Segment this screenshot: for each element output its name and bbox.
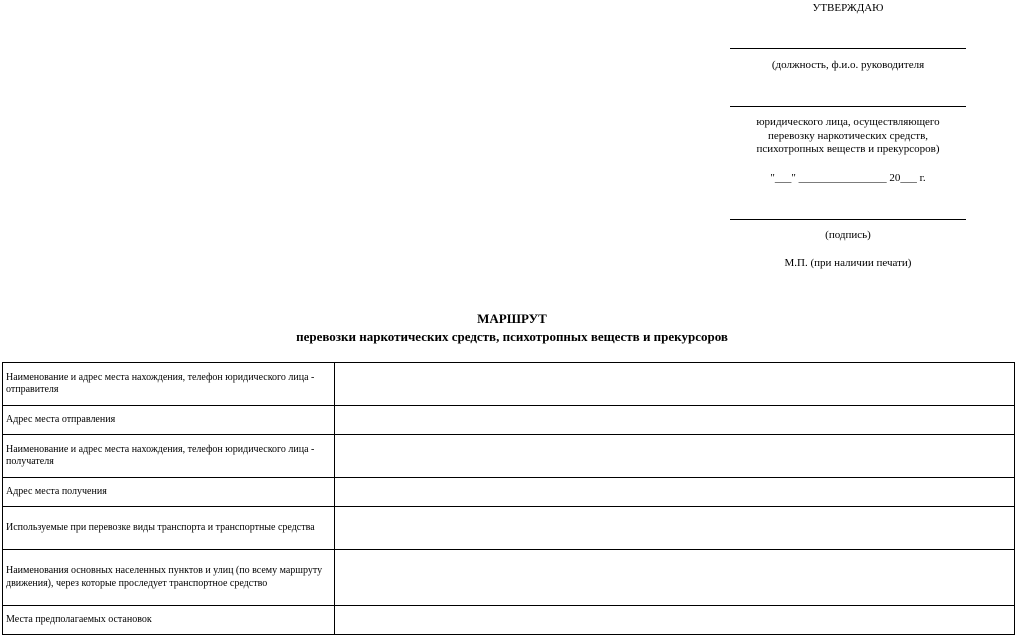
row-label: Наименование и адрес места нахождения, телефон юридического лица - получателя <box>6 443 315 467</box>
row-label: Наименования основных населенных пунктов и улиц (по всему маршруту движения), через которые проследует транспортное средство <box>6 565 323 589</box>
row-label: Адрес места отправления <box>6 413 116 425</box>
row-label-cell <box>3 478 335 507</box>
entity-signature-line <box>730 106 966 107</box>
table-row <box>3 478 1015 507</box>
row-label-cell <box>3 507 335 550</box>
table-row <box>3 606 1015 635</box>
table-row <box>3 507 1015 550</box>
row-label-cell <box>3 550 335 606</box>
row-value-cell[interactable] <box>335 363 1015 406</box>
document-title: МАРШРУТ <box>477 311 547 326</box>
row-label: Адрес места получения <box>6 485 107 497</box>
approval-title: УТВЕРЖДАЮ <box>812 2 884 14</box>
table-row <box>3 550 1015 606</box>
row-label-cell <box>3 606 335 635</box>
row-label-cell <box>3 406 335 435</box>
row-value-cell[interactable] <box>335 550 1015 606</box>
row-value-cell[interactable] <box>335 606 1015 635</box>
seal-note: М.П. (при наличии печати) <box>784 257 912 269</box>
row-label-cell <box>3 435 335 478</box>
row-value-cell[interactable] <box>335 406 1015 435</box>
table-row <box>3 435 1015 478</box>
signature-line <box>730 219 966 220</box>
row-label: Места предполагаемых остановок <box>6 613 152 625</box>
row-label-cell <box>3 363 335 406</box>
row-label: Используемые при перевозке виды транспорта и транспортные средства <box>6 521 315 533</box>
row-value-cell[interactable] <box>335 507 1015 550</box>
row-value-cell[interactable] <box>335 478 1015 507</box>
route-table <box>2 362 1015 635</box>
entity-caption: юридического лица, осуществляющего перевозку наркотических средств, психотропных веществ и прекурсоров) <box>756 116 940 155</box>
document-subtitle: перевозки наркотических средств, психотропных веществ и прекурсоров <box>296 329 728 344</box>
position-caption: (должность, ф.и.о. руководителя <box>771 59 925 71</box>
signature-caption: (подпись) <box>825 229 871 241</box>
row-label: Наименование и адрес места нахождения, телефон юридического лица - отправителя <box>6 371 315 395</box>
position-signature-line <box>730 48 966 49</box>
row-value-cell[interactable] <box>335 435 1015 478</box>
table-row <box>3 406 1015 435</box>
table-row <box>3 363 1015 406</box>
date-line: "___" ________________ 20___ г. <box>770 172 926 184</box>
